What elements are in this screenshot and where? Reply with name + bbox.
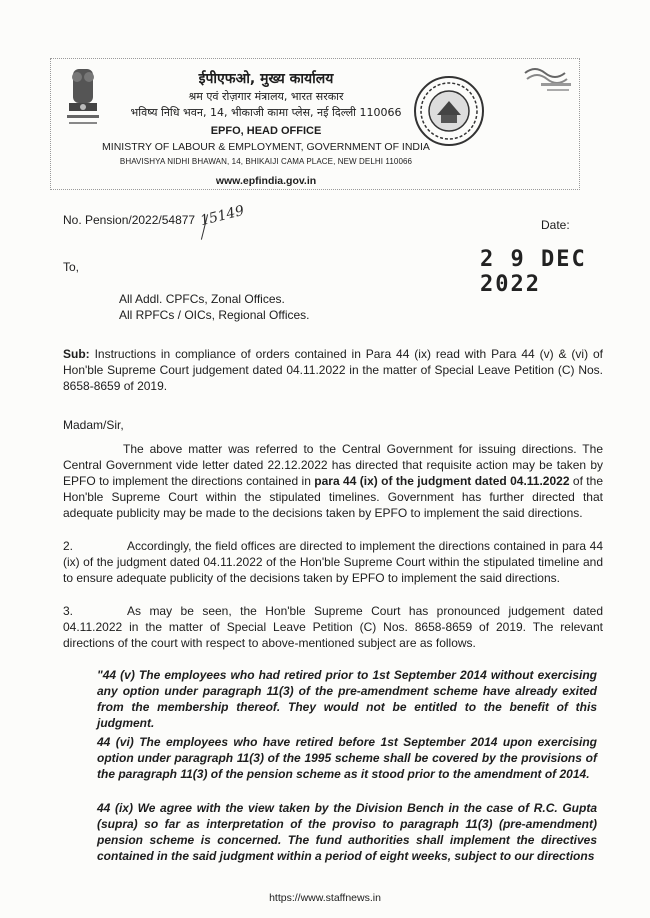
date-label: Date: — [541, 218, 570, 232]
english-address: BHAVISHYA NIDHI BHAWAN, 14, BHIKAIJI CAMA PLACE, NEW DELHI 110066 — [119, 157, 413, 166]
website-link[interactable]: www.epfindia.gov.in — [215, 175, 317, 187]
footer-url[interactable]: https://www.staffnews.in — [269, 892, 381, 904]
quote-para-44-ix: 44 (ix) We agree with the view taken by the Division Bench in the case of R.C. Gupta (supra) so far as interpretation of the proviso to paragraph 11(3) (pre-amendment) pension scheme is concerned. The fund authorities shall implement the directives contained in the said judgment within a period of eight weeks, subject to our directions — [97, 801, 597, 863]
hindi-org-name: ईपीएफओ, मुख्य कार्यालय — [198, 71, 334, 87]
subject-text: Instructions in compliance of orders contained in Para 44 (ix) read with Para 44 (v) & (vi) of Hon'ble Supreme Court judgement dated 04.11.2022 in the matter of Special Leave Petition (C) Nos. 8658-8659 of 2019. — [63, 347, 603, 393]
english-org-name: EPFO, HEAD OFFICE — [210, 125, 322, 137]
quote-para-44-vi: 44 (vi) The employees who have retired before 1st September 2014 upon exercising option under paragraph 11(3) of the 1995 scheme shall be covered by the provisions of the paragraph 11(3) of the pension scheme as it stood prior to the amendment of 2014. — [97, 735, 597, 781]
paragraph-number: 2. — [63, 539, 74, 553]
paragraph-2 — [63, 538, 603, 586]
epfo-seal-icon — [413, 75, 485, 147]
to-label: To, — [63, 260, 80, 274]
paragraph-1 — [63, 441, 603, 521]
handwritten-number: 15149 — [198, 202, 246, 230]
paragraph-text: of the Hon'ble Supreme Court within the stipulated timelines. Government has further directed that adequate publicity may be made to the decisions taken by EPFO to implement the said directions. — [63, 474, 603, 520]
azadi-ka-amrit-mahotsav-logo-icon — [519, 63, 575, 95]
english-ministry: MINISTRY OF LABOUR & EMPLOYMENT, GOVERNMENT OF INDIA — [102, 141, 430, 153]
date-stamp: 2 9 DEC 2022 — [480, 247, 587, 297]
paragraph-text: Accordingly, the field offices are directed to implement the directions contained in para 44 (ix) of the judgment dated 04.11.2022 of the Hon'ble Supreme Court within the stipulated timeline and to ensure adequate publicity of the decisions taken by EPFO to implement the said directions. — [63, 539, 603, 585]
letterhead — [50, 58, 580, 190]
hindi-ministry: श्रम एवं रोज़गार मंत्रालय, भारत सरकार — [188, 90, 344, 103]
paragraph-bold-text: para 44 (ix) of the judgment dated 04.11.2022 — [314, 474, 570, 488]
subject-label: Sub: — [63, 347, 90, 361]
recipient-line: All RPFCs / OICs, Regional Offices. — [119, 308, 310, 322]
paragraph-text: As may be seen, the Hon'ble Supreme Court has pronounced judgement dated 04.11.2022 in the matter of Special Leave Petition (C) Nos. 8658-8659 of 2019. The relevant directions of the court with respect to above-mentioned subject are as follows. — [63, 604, 603, 650]
recipient-line: All Addl. CPFCs, Zonal Offices. — [119, 292, 285, 306]
reference-number: No. Pension/2022/54877 — [63, 213, 196, 227]
paragraph-3 — [63, 603, 603, 651]
quote-para-44-v: "44 (v) The employees who had retired prior to 1st September 2014 without exercising any option under paragraph 11(3) of the pre-amendment scheme have already exited from the membership thereof. They would not be entitled to the benefit of this judgment. — [97, 668, 597, 730]
salutation: Madam/Sir, — [63, 418, 124, 432]
hindi-address: भविष्य निधि भवन, 14, भीकाजी कामा प्लेस, नई दिल्ली 110066 — [130, 106, 402, 119]
paragraph-number: 3. — [63, 604, 74, 618]
subject — [63, 346, 603, 394]
paragraph-text: The above matter was referred to the Central Government for issuing directions. The Central Government vide letter dated 22.12.2022 has directed that requisite action may be taken by EPFO to implement the directions contained in — [63, 442, 603, 488]
